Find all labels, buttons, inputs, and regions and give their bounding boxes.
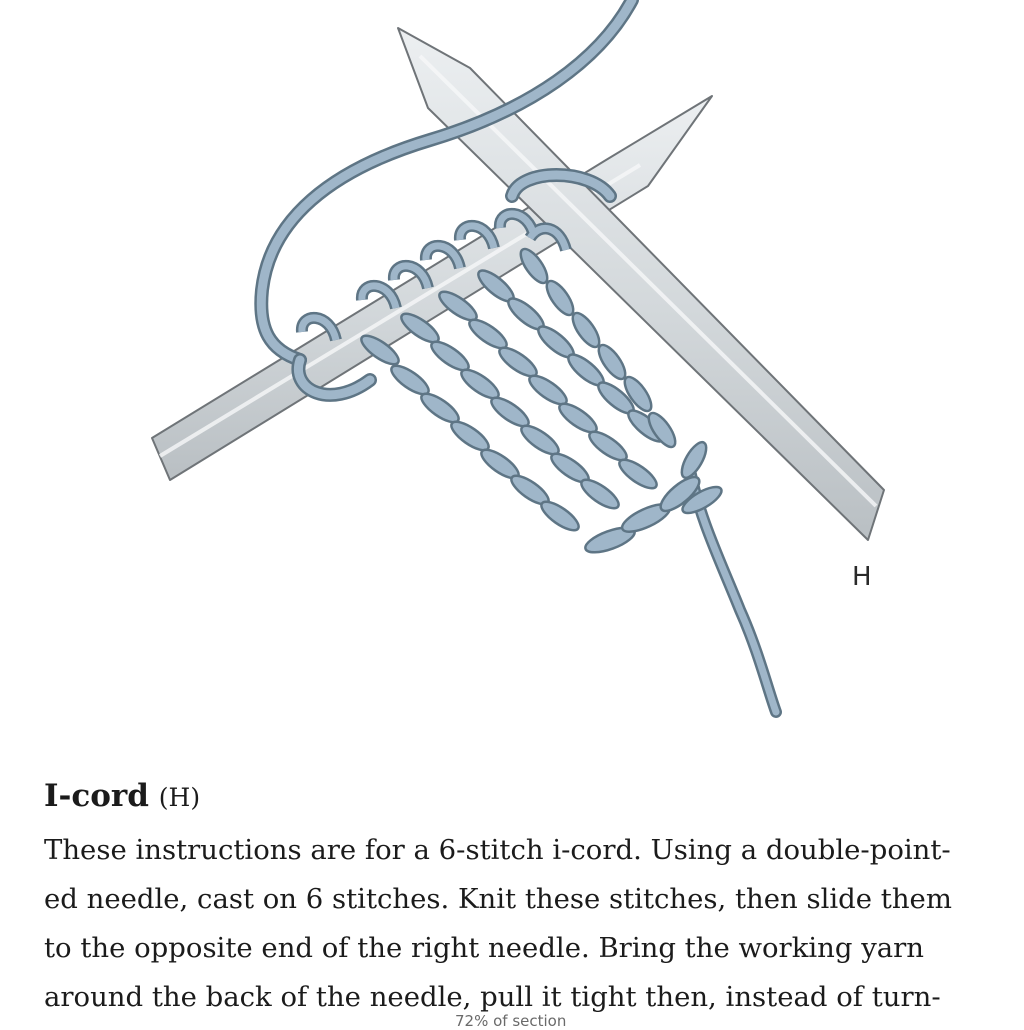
instructions-paragraph <box>44 826 994 1022</box>
figure-label: H <box>852 562 872 592</box>
section-figure-ref: (H) <box>158 783 201 812</box>
paragraph-line: ed needle, cast on 6 stitches. Knit these stitches, then slide them <box>44 883 952 915</box>
paragraph-line: around the back of the needle, pull it tight then, instead of turn- <box>44 981 941 1013</box>
section-title: I-cord <box>44 778 149 814</box>
section-heading <box>44 774 200 820</box>
paragraph-line: These instructions are for a 6-stitch i-cord. Using a double-point- <box>44 834 951 866</box>
paragraph-line: to the opposite end of the right needle. Bring the working yarn <box>44 932 924 964</box>
reading-progress: 72% of section <box>455 1012 567 1030</box>
